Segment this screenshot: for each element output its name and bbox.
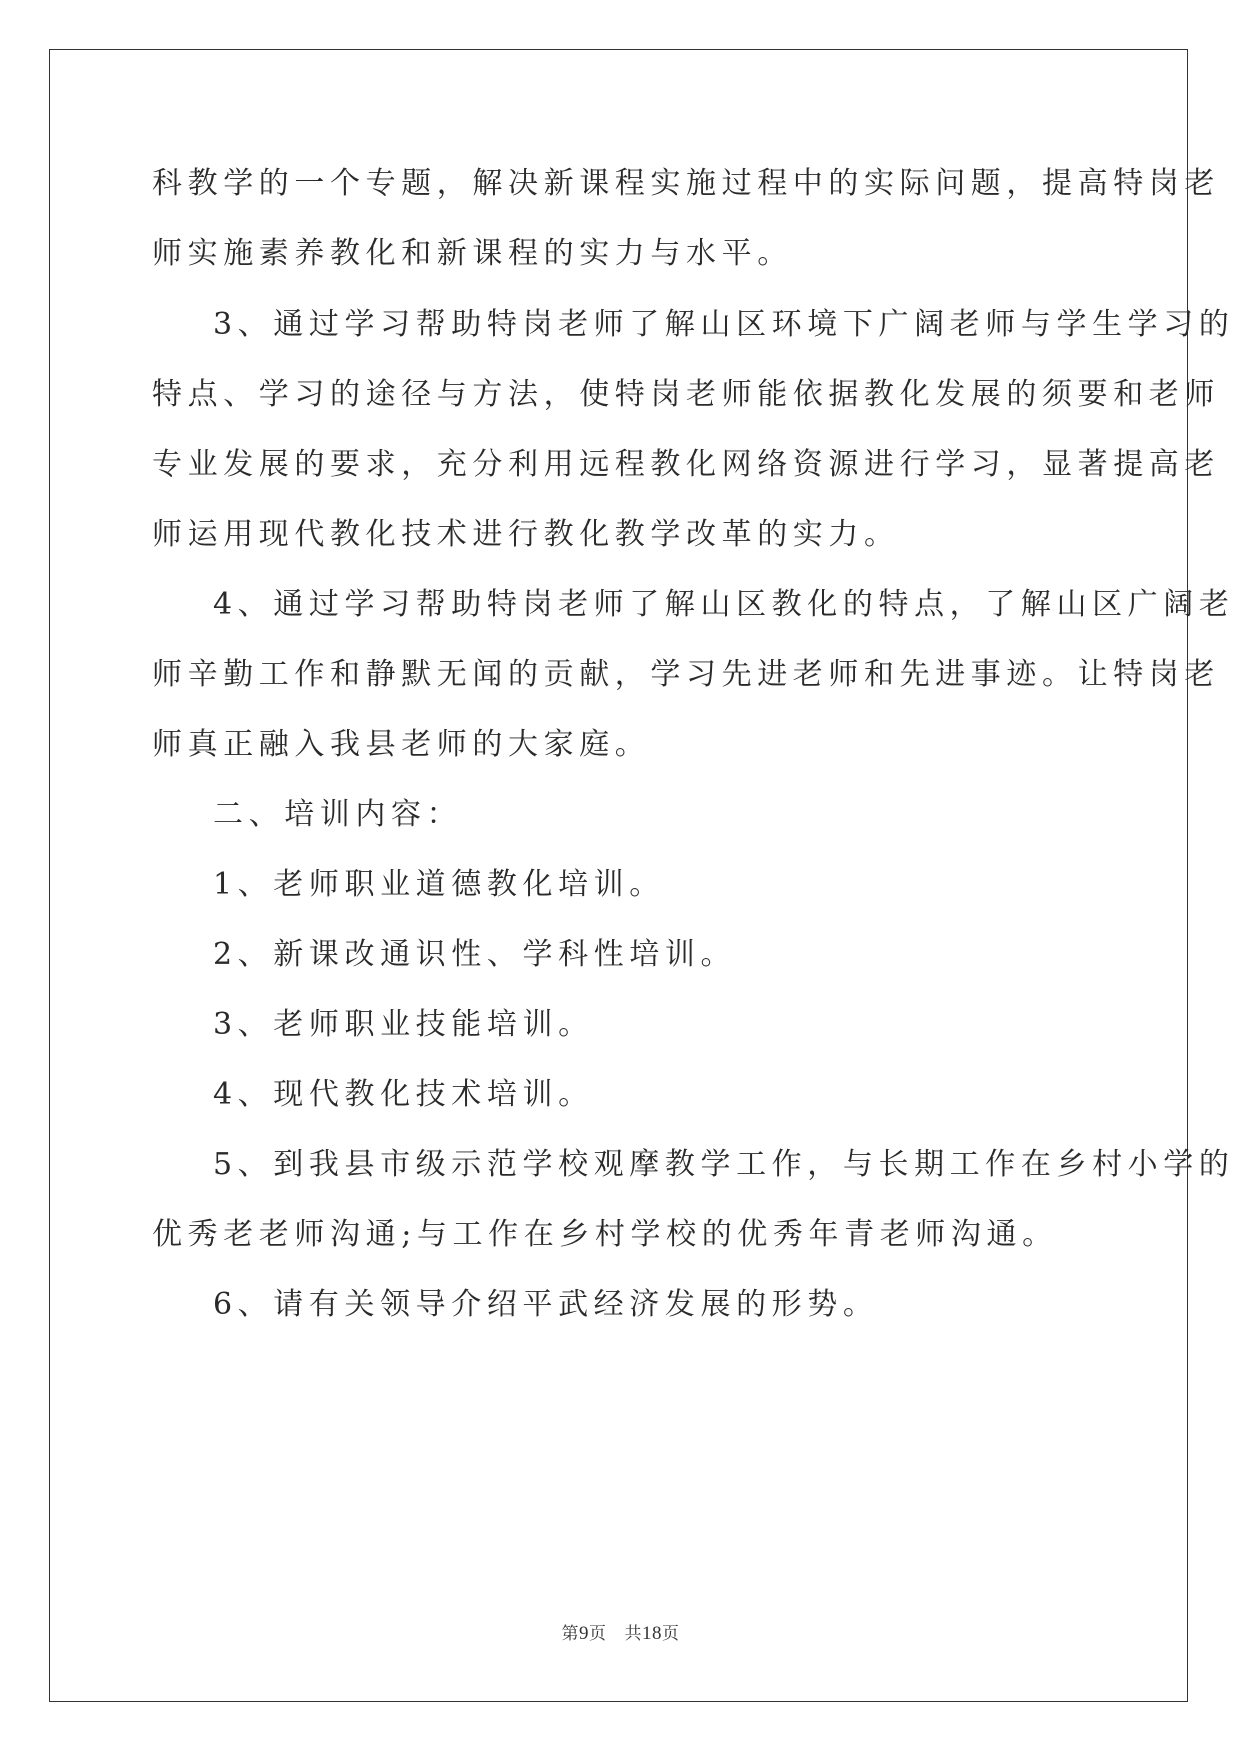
section-heading: 二、培训内容： bbox=[213, 797, 463, 832]
list-item: 6、请有关领导介绍平武经济发展的形势。 bbox=[213, 1287, 879, 1322]
list-item: 3、老师职业技能培训。 bbox=[213, 1007, 594, 1042]
paragraph-line: 3、通过学习帮助特岗老师了解山区环境下广阔老师与学生学习的 bbox=[213, 307, 1235, 342]
paragraph-line: 专业发展的要求，充分利用远程教化网络资源进行学习，显著提高老 bbox=[152, 447, 1220, 482]
paragraph-line: 师辛勤工作和静默无闻的贡献，学习先进老师和先进事迹。让特岗老 bbox=[152, 657, 1220, 692]
list-item: 1、老师职业道德教化培训。 bbox=[213, 867, 665, 902]
footer-page-suffix: 页 bbox=[589, 1624, 607, 1644]
page-footer bbox=[0, 1623, 1241, 1645]
footer-page-total: 18 bbox=[642, 1623, 662, 1644]
footer-page-prefix: 第 bbox=[561, 1624, 579, 1644]
list-item: 5、到我县市级示范学校观摩教学工作，与长期工作在乡村小学的 bbox=[213, 1147, 1235, 1182]
footer-page-current: 9 bbox=[579, 1623, 589, 1644]
list-item: 4、现代教化技术培训。 bbox=[213, 1077, 594, 1112]
paragraph-line: 师实施素养教化和新课程的实力与水平。 bbox=[152, 236, 793, 271]
paragraph-line: 科教学的一个专题，解决新课程实施过程中的实际问题，提高特岗老 bbox=[152, 166, 1220, 201]
list-item-continuation: 优秀老老师沟通;与工作在乡村学校的优秀年青老师沟通。 bbox=[152, 1217, 1058, 1252]
footer-total-suffix: 页 bbox=[662, 1624, 680, 1644]
paragraph-line: 特点、学习的途径与方法，使特岗老师能依据教化发展的须要和老师 bbox=[152, 377, 1220, 412]
paragraph-line: 4、通过学习帮助特岗老师了解山区教化的特点，了解山区广阔老 bbox=[213, 587, 1235, 622]
footer-total-prefix: 共 bbox=[624, 1624, 642, 1644]
paragraph-line: 师真正融入我县老师的大家庭。 bbox=[152, 727, 651, 762]
list-item: 2、新课改通识性、学科性培训。 bbox=[213, 937, 737, 972]
paragraph-line: 师运用现代教化技术进行教化教学改革的实力。 bbox=[152, 517, 900, 552]
